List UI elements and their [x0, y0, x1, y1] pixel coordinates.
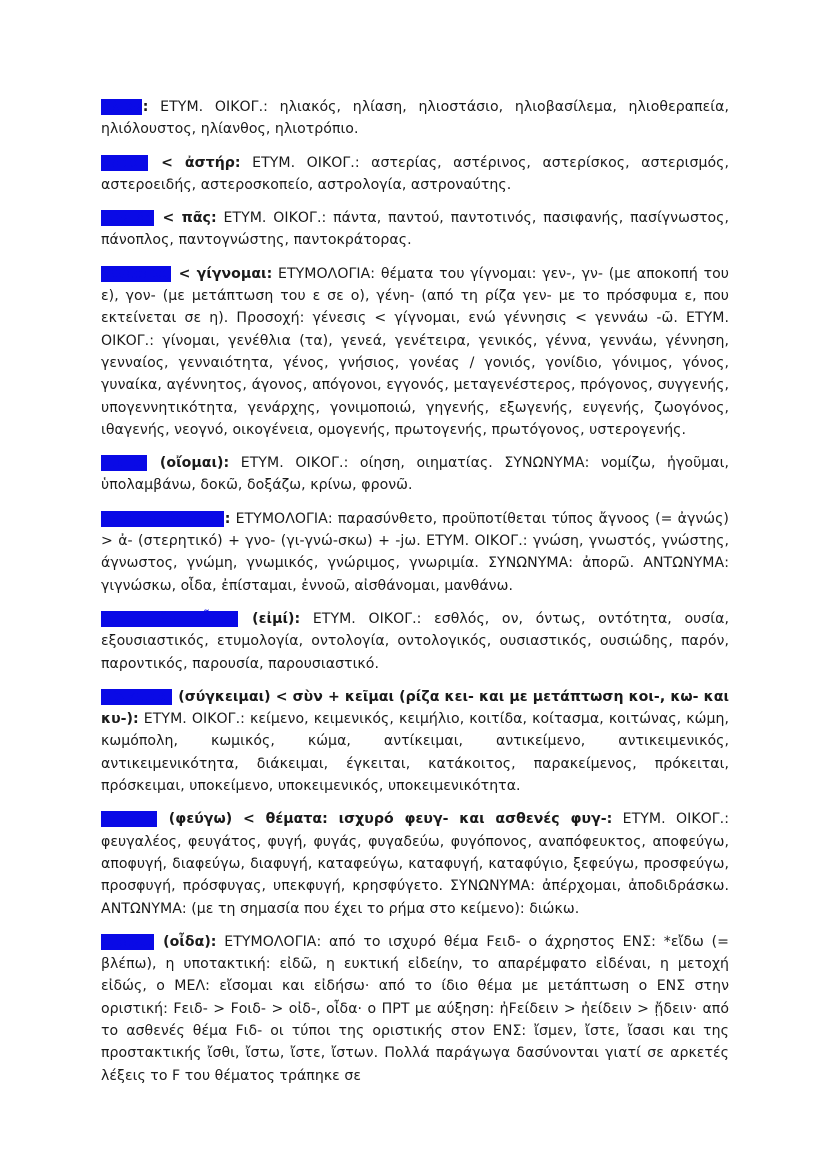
entry-text: ΕΤΥΜΟΛΟΓΙΑ: παρασύνθετο, προϋποτίθεται τύπος ἄγνοος (= ἀγνώς) > ἀ- (στερητικό) + γνο- (γι-γνώ-σκω) + -jω. ΕΤΥΜ. ΟΙΚΟΓ.: γνώση, γνωστός, γνώστης, άγνωστος, γνώμη, γνωμικός, γνώριμος, γνωριμία. ΣΥΝΩΝΥΜΑ: ἀπορῶ. ΑΝΤΩΝΥΜΑ: γιγνώσκω, οἶδα, ἐπίσταμαι, ἐννοῶ, αἰσθάνομαι, μανθάνω.	[101, 510, 729, 594]
entry-pheugein	[101, 808, 729, 919]
entry-eidenai	[101, 931, 729, 1087]
entry-geneseos	[101, 263, 729, 441]
highlighted-word: ἄστρα	[102, 154, 148, 171]
entry-headword: (οἴομαι):	[147, 455, 230, 472]
highlighted-word: εἰδέναι	[102, 933, 153, 950]
highlighted-word: σύγκειται	[102, 688, 172, 705]
entry-headword: :	[224, 510, 231, 527]
entry-headword: < γίγνομαι:	[172, 265, 273, 282]
highlighted-word: ἥλιον	[102, 99, 141, 115]
entry-pantos	[101, 207, 729, 252]
highlighted-word: γενέσεως	[102, 265, 171, 282]
highlighted-word: ἐστιν, ὤν, οὖσαν	[102, 610, 238, 627]
entry-headword: (οἶδα):	[154, 933, 217, 950]
entry-headword: < πᾶς:	[155, 210, 217, 227]
highlighted-word: φεύγειν	[102, 811, 157, 828]
entry-text: ΕΤΥΜ. ΟΙΚΟΓ.: οίηση, οιηματίας. ΣΥΝΩΝΥΜΑ: νομίζω, ἡγοῦμαι, ὑπολαμβάνω, δοκῶ, δοξάζω, κρίνω, φρονῶ.	[101, 455, 729, 494]
document-page	[101, 96, 729, 1098]
entry-text: ΕΤΥΜ. ΟΙΚΟΓ.: κείμενο, κειμενικός, κειμήλιο, κοιτίδα, κοίτασμα, κοιτώνας, κώμη, κωμόπολη, κωμικός, κώμα, αντίκειμαι, αντικείμενο, αντικειμενικός, αντικειμενικότητα, διάκειμαι, έγκειται, κατάκοιτος, παρακείμενος, πρόκειται, πρόσκειμαι, υποκείμενο, υποκειμενικός, υποκειμενικότητα.	[101, 711, 729, 795]
entry-headword: (φεύγω) < θέματα: ισχυρό φευγ- και ασθενές φυγ-:	[158, 811, 613, 828]
entry-text: ΕΤΥΜ. ΟΙΚΟΓ.: εσθλός, ον, όντως, οντότητα, ουσία, εξουσιαστικός, ετυμολογία, οντολογία, οντολογικός, ουσιαστικός, ουσιώδης, παρόν, παροντικός, παρουσία, παρουσιαστικό.	[101, 610, 729, 672]
entry-synkeitai	[101, 686, 729, 797]
entry-helion	[101, 96, 729, 141]
entry-text: ΕΤΥΜ. ΟΙΚΟΓ.: πάντα, παντού, παντοτινός, πασιφανής, πασίγνωστος, πάνοπλος, παντογνώστης, παντοκράτορας.	[101, 210, 729, 249]
entry-headword: < ἀστήρ:	[149, 154, 241, 171]
entry-agnoein	[101, 508, 729, 597]
entry-estin	[101, 608, 729, 675]
entry-text: ΕΤΥΜΟΛΟΓΙΑ: θέματα του γίγνομαι: γεν-, γν- (με αποκοπή του ε), γον- (με μετάπτωση του ε σε ο), γένη- (από τη ρίζα γεν- με το πρόσφυμα ε, που εκτείνεται σε η). Προσοχή: γένεσις < γίγνομαι, ενώ γέννησις < γεννάω -ῶ. ΕΤΥΜ. ΟΙΚΟΓ.: γίνομαι, γενέθλια (τα), γενεά, γενέτειρα, γενικός, γέννα, γεννάω, γέννηση, γενναίος, γενναιότητα, γένος, γνήσιος, γονέας / γονιός, γονίδιο, γόνιμος, γόνος, γυναίκα, αγέννητος, άγονος, απόγονοι, εγγονός, μεταγενέστερος, πρόγονος, συγγενής, υπογεννητικότητα, γενάρχης, γονιμοποιώ, γηγενής, εξωγενής, ευγενής, ζωογόνος, ιθαγενής, νεογνό, οικογένεια, ομογενής, πρωτογενής, πρωτόγονος, υστερογενής.	[101, 265, 729, 438]
entry-text: ΕΤΥΜ. ΟΙΚΟΓ.: φευγαλέος, φευγάτος, φυγή, φυγάς, φυγαδεύω, φυγόπονος, αναπόφευκτος, αποφεύγω, αποφυγή, διαφεύγω, διαφυγή, καταφεύγω, καταφυγή, καταφύγιο, ξεφεύγω, προσφεύγω, προσφυγή, πρόσφυγας, υπεκφυγή, κρησφύγετο. ΣΥΝΩΝΥΜΑ: ἀπέρχομαι, ἀποδιδράσκω. ΑΝΤΩΝΥΜΑ: (με τη σημασία που έχει το ρήμα στο κείμενο): διώκω.	[101, 811, 730, 917]
entry-headword: (εἰμί):	[239, 610, 301, 627]
entry-headword: (σύγκειμαι) < σὺν + κεῖμαι (ρίζα κει- και με μετάπτωση κοι-, κω- και κυ-):	[101, 688, 729, 728]
entry-headword: :	[142, 99, 149, 115]
highlighted-word: ἀγνοεῖν, ἄγνοιαν	[102, 510, 223, 527]
entry-text: ΕΤΥΜ. ΟΙΚΟΓ.: ηλιακός, ηλίαση, ηλιοστάσιο, ηλιοβασίλεμα, ηλιοθεραπεία, ηλιόλουστος, ηλίανθος, ηλιοτρόπιο.	[101, 99, 729, 138]
entry-oietai	[101, 452, 729, 497]
entry-text: ΕΤΥΜΟΛΟΓΙΑ: από το ισχυρό θέμα Fειδ- ο άχρηστος ΕΝΣ: *εἴδω (= βλέπω), η υποτακτική: εἰδῶ, η ευκτική εἰδείην, το απαρέμφατο εἰδέναι, η μετοχή εἰδώς, ο ΜΕΛ: εἴσομαι και εἰδήσω· από το ίδιο θέμα με μετάπτωση ο ΕΝΣ στην οριστική: Fειδ- > Fοιδ- > οἰδ-, οἶδα· ο ΠΡΤ με αύξηση: ἠFείδειν > ἠείδειν > ᾔδειν· από το ασθενές θέμα Fιδ- οι τύποι της οριστικής στον ΕΝΣ: ἴσμεν, ἴστε, ἴσασι και της προστακτικής ἴσθι, ἴστω, ἴστε, ἴστων. Πολλά παράγωγα δασύνονται γιατί σε αρκετές λέξεις το F του θέματος τράπηκε σε	[101, 933, 729, 1084]
highlighted-word: παντός	[102, 210, 154, 227]
entry-astra	[101, 152, 729, 197]
entry-text: ΕΤΥΜ. ΟΙΚΟΓ.: αστερίας, αστέρινος, αστερίσκος, αστερισμός, αστεροειδής, αστεροσκοπείο, αστρολογία, αστροναύτης.	[101, 154, 730, 193]
highlighted-word: οἴεται	[102, 455, 146, 472]
